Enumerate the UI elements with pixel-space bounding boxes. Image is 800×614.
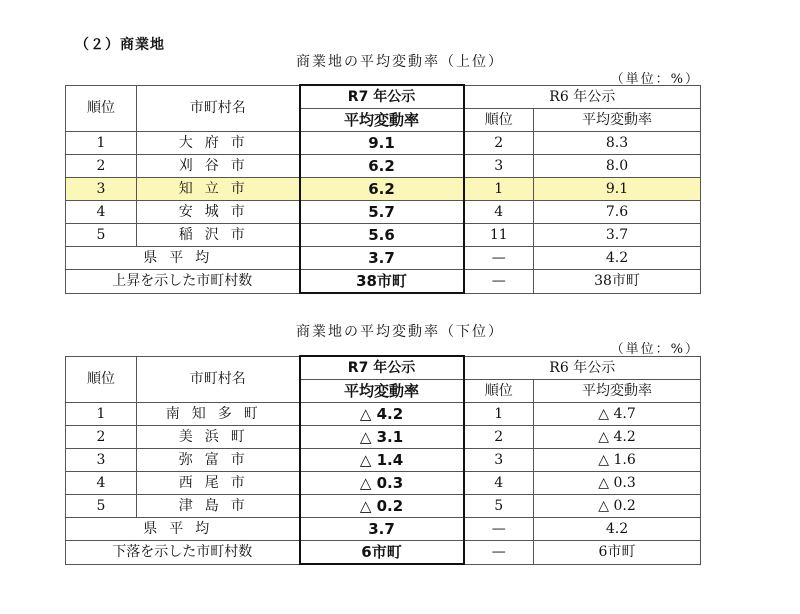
table-row-highlighted xyxy=(66,178,701,201)
cell-count-label: 下落を示した市町村数 xyxy=(66,541,300,565)
table-upper-title: 商業地の平均変動率（上位） xyxy=(296,54,504,70)
table-row xyxy=(66,449,701,472)
cell-municipality: 南知多町 xyxy=(137,403,300,426)
cell-r7-rate: △ 0.3 xyxy=(300,472,464,495)
cell-municipality: 大府市 xyxy=(137,132,300,155)
cell-r7-rate: 9.1 xyxy=(300,132,464,155)
header-rank: 順位 xyxy=(66,85,137,132)
header-r7-notice: R7 年公示 xyxy=(300,85,464,109)
cell-rank: 3 xyxy=(66,178,137,201)
table-lower-title: 商業地の平均変動率（下位） xyxy=(296,324,504,340)
table-lower xyxy=(65,355,701,565)
cell-count-label: 上昇を示した市町村数 xyxy=(66,270,300,294)
cell-r6-dash: — xyxy=(464,247,534,270)
table-upper xyxy=(65,84,701,294)
table-lower-unit: （単位：%） xyxy=(610,342,700,357)
table-row xyxy=(66,426,701,449)
cell-r6-rank: 4 xyxy=(464,472,534,495)
cell-r6-dash: — xyxy=(464,270,534,294)
cell-r6-rank: 1 xyxy=(464,178,534,201)
cell-r6-rank: 3 xyxy=(464,449,534,472)
table-upper-unit: （単位：%） xyxy=(610,72,700,87)
cell-r6-rate: 9.1 xyxy=(534,178,701,201)
cell-r7-rate: 6.2 xyxy=(300,155,464,178)
cell-r6-rank: 2 xyxy=(464,132,534,155)
section-title: （２）商業地 xyxy=(75,37,165,53)
cell-r7-count: 6市町 xyxy=(300,541,464,565)
cell-r6-average: 4.2 xyxy=(534,518,701,541)
table-row xyxy=(66,132,701,155)
cell-r7-rate: 5.7 xyxy=(300,201,464,224)
cell-r6-rate: △ 1.6 xyxy=(534,449,701,472)
cell-r7-average: 3.7 xyxy=(300,247,464,270)
cell-r6-rate: 8.3 xyxy=(534,132,701,155)
cell-r6-rate: 8.0 xyxy=(534,155,701,178)
cell-r6-count: 38市町 xyxy=(534,270,701,294)
table-row-average xyxy=(66,247,701,270)
table-row xyxy=(66,472,701,495)
cell-municipality: 安城市 xyxy=(137,201,300,224)
cell-municipality: 美浜町 xyxy=(137,426,300,449)
cell-r6-dash: — xyxy=(464,518,534,541)
cell-municipality: 弥富市 xyxy=(137,449,300,472)
cell-municipality: 西尾市 xyxy=(137,472,300,495)
cell-rank: 2 xyxy=(66,155,137,178)
cell-municipality: 刈谷市 xyxy=(137,155,300,178)
cell-r6-average: 4.2 xyxy=(534,247,701,270)
cell-r6-rank: 2 xyxy=(464,426,534,449)
cell-rank: 4 xyxy=(66,201,137,224)
cell-r6-rank: 5 xyxy=(464,495,534,518)
cell-r6-rate: △ 4.2 xyxy=(534,426,701,449)
table-row xyxy=(66,495,701,518)
table-row-average xyxy=(66,518,701,541)
table-row xyxy=(66,403,701,426)
cell-r7-rate: △ 3.1 xyxy=(300,426,464,449)
header-r6-rank: 順位 xyxy=(464,380,534,403)
cell-r6-rank: 3 xyxy=(464,155,534,178)
header-r6-notice: R6 年公示 xyxy=(464,356,701,380)
cell-municipality: 稲沢市 xyxy=(137,224,300,247)
cell-municipality: 知立市 xyxy=(137,178,300,201)
cell-r7-rate: 6.2 xyxy=(300,178,464,201)
cell-r6-rank: 1 xyxy=(464,403,534,426)
cell-r7-count: 38市町 xyxy=(300,270,464,294)
cell-r6-rank: 4 xyxy=(464,201,534,224)
cell-average-label: 県平均 xyxy=(66,247,300,270)
table-row xyxy=(66,155,701,178)
cell-r7-rate: △ 4.2 xyxy=(300,403,464,426)
header-r7-notice: R7 年公示 xyxy=(300,356,464,380)
cell-r7-rate: △ 1.4 xyxy=(300,449,464,472)
header-r6-notice: R6 年公示 xyxy=(464,85,701,109)
cell-rank: 5 xyxy=(66,224,137,247)
header-r7-avg-rate: 平均変動率 xyxy=(300,380,464,403)
table-row xyxy=(66,224,701,247)
header-r7-avg-rate: 平均変動率 xyxy=(300,109,464,132)
cell-municipality: 津島市 xyxy=(137,495,300,518)
cell-r6-rate: △ 4.7 xyxy=(534,403,701,426)
header-rank: 順位 xyxy=(66,356,137,403)
cell-r6-rank: 11 xyxy=(464,224,534,247)
cell-rank: 3 xyxy=(66,449,137,472)
table-row-count xyxy=(66,270,701,294)
cell-rank: 2 xyxy=(66,426,137,449)
cell-rank: 5 xyxy=(66,495,137,518)
cell-r7-average: 3.7 xyxy=(300,518,464,541)
cell-r6-rate: △ 0.2 xyxy=(534,495,701,518)
cell-rank: 1 xyxy=(66,132,137,155)
header-municipality: 市町村名 xyxy=(137,85,300,132)
header-municipality: 市町村名 xyxy=(137,356,300,403)
cell-r6-rate: △ 0.3 xyxy=(534,472,701,495)
table-row xyxy=(66,201,701,224)
header-r6-rank: 順位 xyxy=(464,109,534,132)
cell-r6-rate: 3.7 xyxy=(534,224,701,247)
cell-r6-dash: — xyxy=(464,541,534,565)
cell-r7-rate: 5.6 xyxy=(300,224,464,247)
cell-rank: 1 xyxy=(66,403,137,426)
header-r6-avg-rate: 平均変動率 xyxy=(534,109,701,132)
cell-r7-rate: △ 0.2 xyxy=(300,495,464,518)
header-r6-avg-rate: 平均変動率 xyxy=(534,380,701,403)
cell-average-label: 県平均 xyxy=(66,518,300,541)
table-row-count xyxy=(66,541,701,565)
cell-rank: 4 xyxy=(66,472,137,495)
cell-r6-count: 6市町 xyxy=(534,541,701,565)
cell-r6-rate: 7.6 xyxy=(534,201,701,224)
